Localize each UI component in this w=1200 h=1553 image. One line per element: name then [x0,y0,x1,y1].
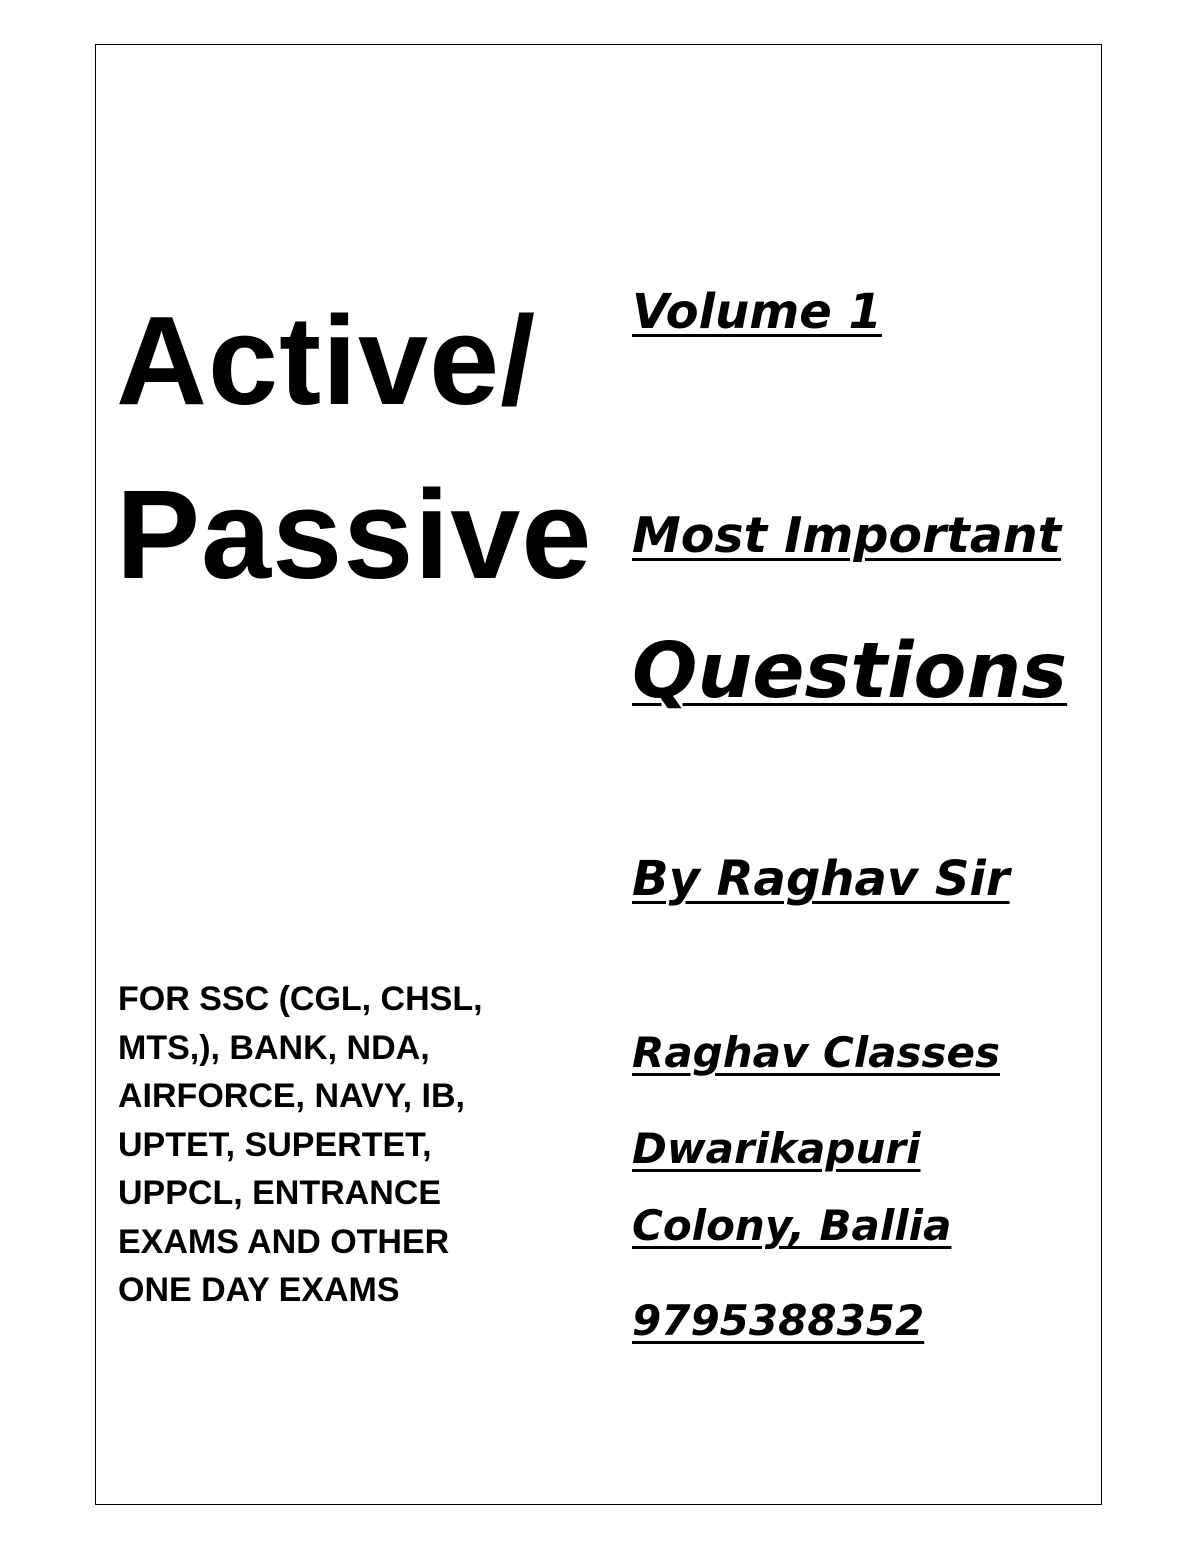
address-line-1: Dwarikapuri [632,1124,921,1173]
most-important-label: Most Important [632,507,1062,564]
phone-number: 9795388352 [632,1296,925,1345]
exam-list: FOR SSC (CGL, CHSL, MTS,), BANK, NDA, AIRFORCE, NAVY, IB, UPTET, SUPERTET, UPPCL, ENTRANCE EXAMS AND OTHER ONE DAY EXAMS [118,980,483,1309]
volume-label: Volume 1 [632,284,882,340]
address-line-2: Colony, Ballia [632,1201,952,1250]
title-line-2: Passive [116,464,593,605]
author-label: By Raghav Sir [632,851,1010,907]
title-line-1: Active/ [116,290,537,431]
questions-label: Questions [632,627,1068,716]
institute-name: Raghav Classes [632,1028,1001,1077]
